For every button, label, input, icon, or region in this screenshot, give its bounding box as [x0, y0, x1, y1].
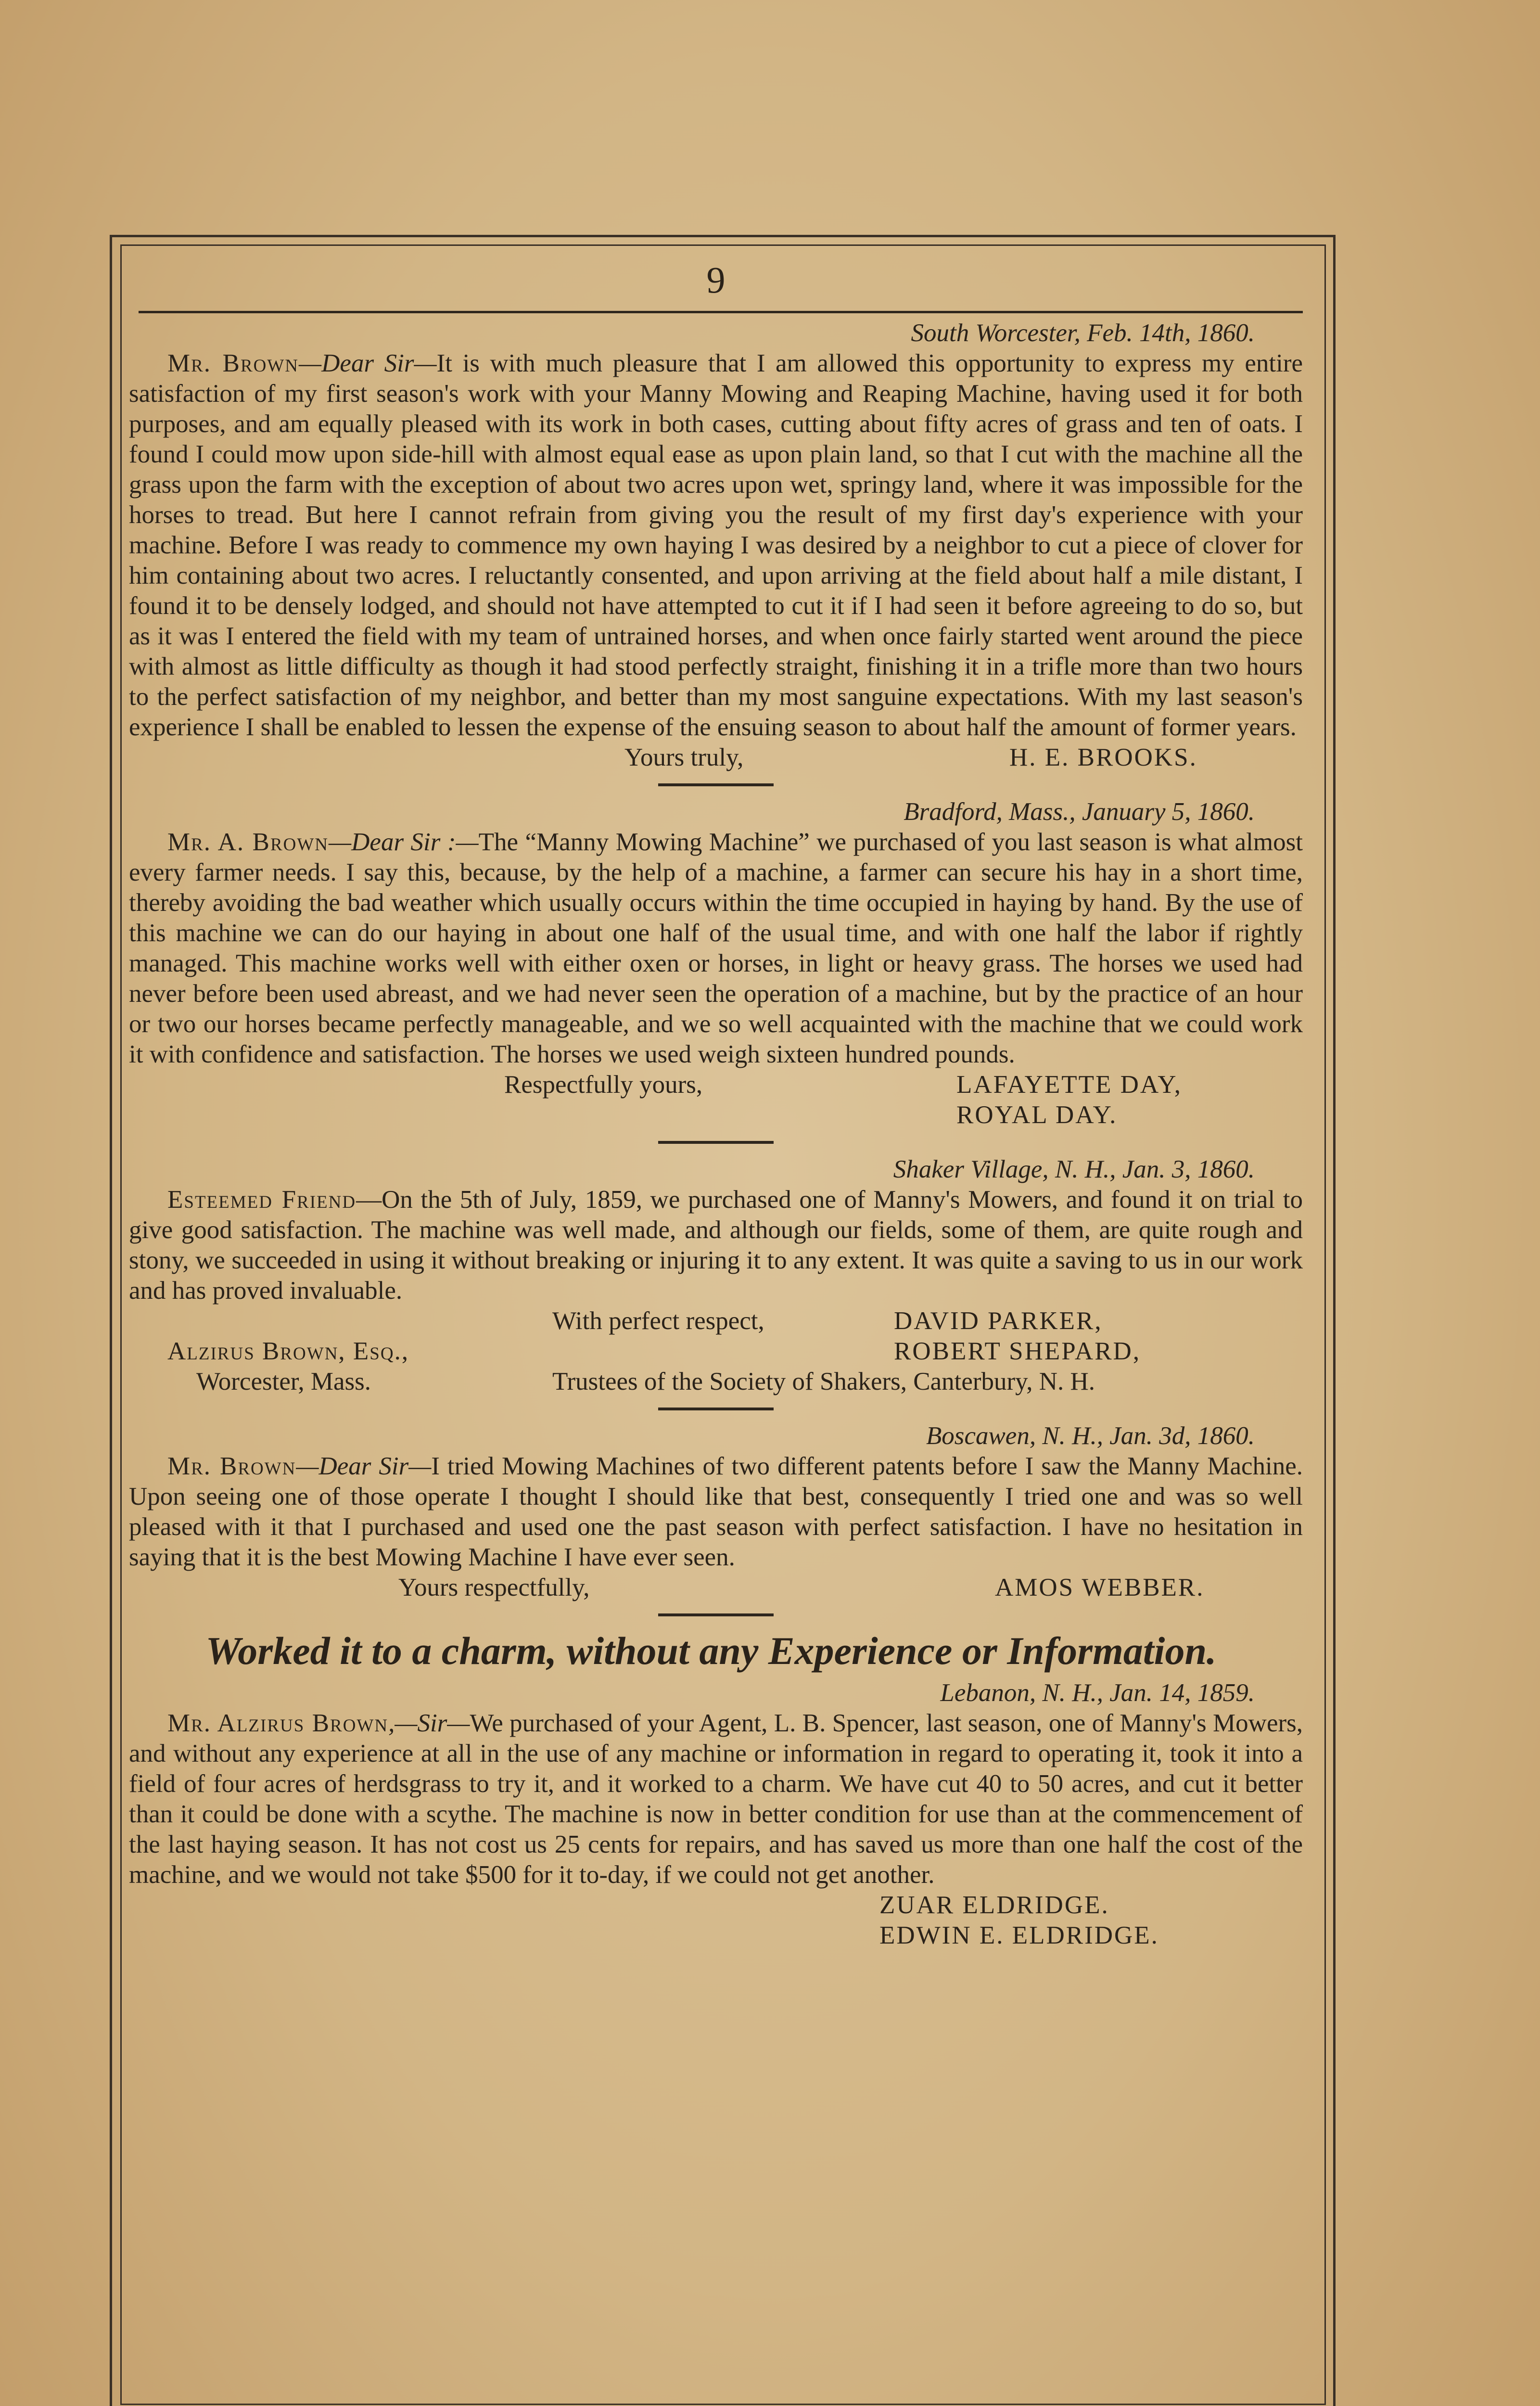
signature-row-2 [129, 1920, 1303, 1951]
addressee-place: Worcester, Mass. [196, 1368, 371, 1395]
signature-2: ROYAL DAY. [956, 1101, 1118, 1129]
signature-2: ROBERT SHEPARD, [894, 1337, 1141, 1365]
closing: With perfect respect, [552, 1307, 764, 1335]
salutation-name: Mr. Brown [167, 1452, 296, 1480]
closing: Respectfully yours, [504, 1071, 703, 1099]
signature: AMOS WEBBER. [995, 1574, 1205, 1601]
signature: LAFAYETTE DAY, [956, 1071, 1183, 1099]
signature-2: EDWIN E. ELDRIDGE. [879, 1921, 1159, 1949]
salutation-name: Esteemed Friend [167, 1186, 356, 1214]
letter-body [129, 348, 1303, 742]
letter-text: The “Manny Mowing Machine” we purchased of you last season is what almost every farmer needs. I say this, because, by the help of a machine, a farmer can secure his hay in a short time, thereby avoiding the bad weather which usually occurs within the time occupied in haying by hand. By the use of this machine we can do our haying in about one half of the usual time, and with one half the labor if rightly managed. This machine works well with either oxen or horses, in light or heavy grass. The horses we used had never before been used abreast, and we had never seen the operation of a machine, but by the practice of an hour or two our horses became perfectly manageable, and we so well acquainted with the machine that we could work it with confidence and satisfaction. The horses we used weigh sixteen hundred pounds. [129, 828, 1303, 1068]
salutation-tail: — [356, 1186, 382, 1214]
letter-body [129, 827, 1303, 1070]
letter-day [129, 797, 1303, 1130]
signature-row-3 [129, 1367, 1303, 1397]
letter-text: On the 5th of July, 1859, we purchased one of Manny's Mowers, and found it on trial to give good satisfaction. The machine was well made, and although our fields, some of them, are quite rough and stony, we succeeded in using it without breaking or injuring it to any extent. It was quite a saving to us in our work and has proved invaluable. [129, 1186, 1303, 1305]
salutation-tail: —Dear Sir— [296, 1452, 432, 1480]
signature-row [129, 1306, 1303, 1336]
letter-body [129, 1451, 1303, 1573]
dateline: Bradford, Mass., January 5, 1860. [904, 798, 1255, 826]
letter-body [129, 1708, 1303, 1890]
dateline: Boscawen, N. H., Jan. 3d, 1860. [926, 1422, 1255, 1450]
signature-row [129, 742, 1303, 773]
separator-rule [658, 1408, 774, 1410]
page-number: 9 [706, 259, 725, 301]
headline: Worked it to a charm, without any Experience or Information. [205, 1629, 1217, 1673]
top-rule [139, 311, 1303, 313]
content [129, 250, 1303, 1951]
salutation-tail: —Dear Sir :— [329, 828, 479, 856]
closing: Yours respectfully, [398, 1574, 590, 1601]
letter-text: I tried Mowing Machines of two different patents before I saw the Manny Machine. Upon seeing one of those operate I thought I should like that best, consequently I tried one and was so well pleased with it that I purchased and used one the past season with perfect satisfaction. I have no hesitation in saying that it is the best Mowing Machine I have ever seen. [129, 1452, 1303, 1571]
addressee: Alzirus Brown, Esq., [167, 1337, 409, 1365]
signature-row [129, 1070, 1303, 1100]
signature-row-2 [129, 1336, 1303, 1367]
signature-row-2 [129, 1100, 1303, 1130]
salutation-name: Mr. Brown [167, 349, 299, 377]
letter-body [129, 1185, 1303, 1306]
letter-webber [129, 1421, 1303, 1603]
salutation-name: Mr. A. Brown [167, 828, 329, 856]
letter-brooks [129, 318, 1303, 773]
separator-rule [658, 1141, 774, 1144]
salutation-tail: —Dear Sir— [299, 349, 437, 377]
dateline: Shaker Village, N. H., Jan. 3, 1860. [893, 1155, 1255, 1183]
salutation-name: Mr. Alzirus Brown [167, 1709, 389, 1737]
dateline: South Worcester, Feb. 14th, 1860. [911, 319, 1255, 347]
closing: Yours truly, [624, 743, 744, 771]
signature-row [129, 1573, 1303, 1603]
signature: DAVID PARKER, [894, 1307, 1103, 1335]
salutation-tail: ,—Sir— [388, 1709, 470, 1737]
letter-text: It is with much pleasure that I am allowed this opportunity to express my entire satisfaction of my first season's work with your Manny Mowing and Reaping Machine, having used it for both purposes, and am equally pleased with its work in both cases, cutting about fifty acres of grass and ten of oats. I found I could mow upon side-hill with almost equal ease as upon plain land, so that I cut with the machine all the grass upon the farm with the exception of about two acres upon wet, springy land, where it was impossible for the horses to tread. But here I cannot refrain from giving you the result of my first day's experience with your machine. Before I was ready to commence my own haying I was desired by a neighbor to cut a piece of clover for him containing about two acres. I reluctantly consented, and upon arriving at the field about half a mile distant, I found it to be densely lodged, and should not have attempted to cut it if I had seen it before agreeing to do so, but as it was I entered the field with my team of untrained horses, and when once fairly started went around the piece with almost as little difficulty as though it had stood perfectly straight, finishing it in a trifle more than two hours to the perfect satisfaction of my neighbor, and better than my most sanguine expectations. With my last season's experience I shall be enabled to lessen the expense of the ensuing season to about half the amount of former years. [129, 349, 1303, 741]
trustees-line: Trustees of the Society of Shakers, Canterbury, N. H. [552, 1368, 1095, 1395]
letter-eldridge [129, 1678, 1303, 1951]
dateline: Lebanon, N. H., Jan. 14, 1859. [940, 1679, 1255, 1707]
letter-shakers [129, 1154, 1303, 1397]
separator-rule [658, 1613, 774, 1616]
signature-row [129, 1890, 1303, 1920]
signature: ZUAR ELDRIDGE. [879, 1891, 1109, 1919]
letter-text: We purchased of your Agent, L. B. Spencer, last season, one of Manny's Mowers, and without any experience at all in the use of any machine or information in regard to operating it, took it into a field of four acres of herdsgrass to try it, and it worked to a charm. We have cut 40 to 50 acres, and cut it better than it could be done with a scythe. The machine is now in better condition for use than at the commencement of the last haying season. It has not cost us 25 cents for repairs, and has saved us more than one half the cost of the machine, and we would not take $500 for it to-day, if we could not get another. [129, 1709, 1303, 1889]
signature: H. E. BROOKS. [1009, 743, 1197, 771]
separator-rule [658, 783, 774, 786]
